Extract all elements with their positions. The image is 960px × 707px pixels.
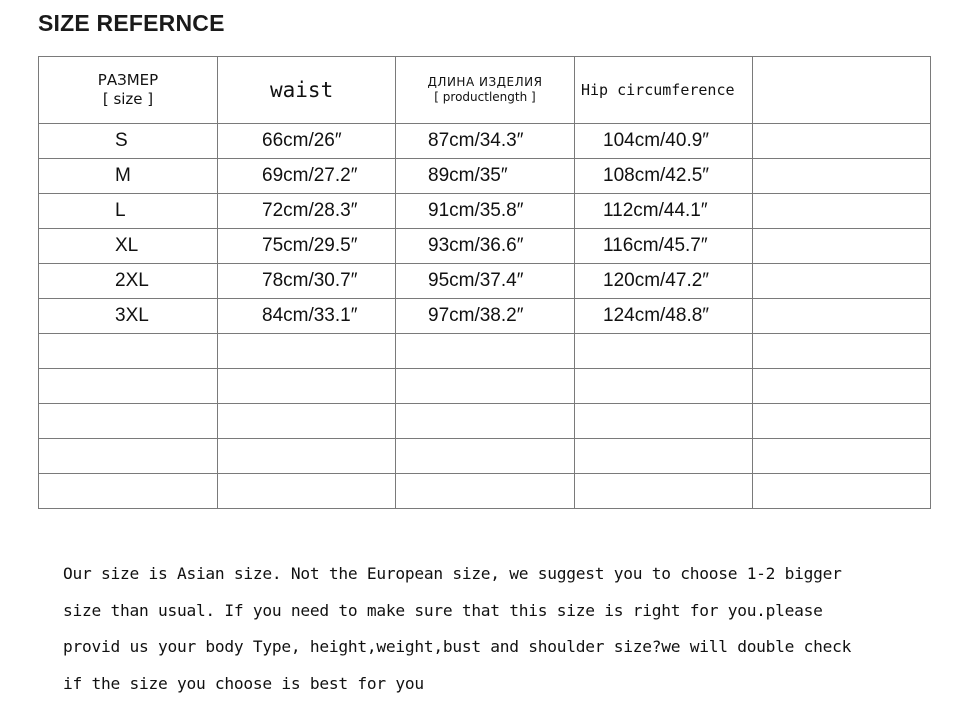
waist-cell: 78cm/30.7″ xyxy=(218,264,396,299)
length-cell: 87cm/34.3″ xyxy=(396,124,575,159)
empty-cell xyxy=(753,404,931,439)
table-row xyxy=(39,194,931,229)
hip-cell: 108cm/42.5″ xyxy=(575,159,753,194)
hip-cell: 104cm/40.9″ xyxy=(575,124,753,159)
header-length-ru: ДЛИНА ИЗДЕЛИЯ xyxy=(427,75,543,89)
empty-cell xyxy=(396,334,575,369)
header-length-en: [ productlength ] xyxy=(434,90,536,104)
waist-cell: 72cm/28.3″ xyxy=(218,194,396,229)
length-cell: 89cm/35″ xyxy=(396,159,575,194)
empty-cell xyxy=(39,404,218,439)
note-line: provid us your body Type, height,weight,bust and shoulder size?we will double check xyxy=(63,637,852,656)
header-waist: waist xyxy=(218,57,396,124)
header-size-en: [ size ] xyxy=(102,90,154,108)
size-cell: 3XL xyxy=(39,299,218,334)
table-row xyxy=(39,124,931,159)
waist-cell: 75cm/29.5″ xyxy=(218,229,396,264)
header-product-length xyxy=(396,57,575,124)
empty-cell xyxy=(396,439,575,474)
empty-row xyxy=(39,369,931,404)
empty-row xyxy=(39,439,931,474)
waist-cell: 69cm/27.2″ xyxy=(218,159,396,194)
empty-cell xyxy=(39,474,218,509)
empty-cell xyxy=(396,404,575,439)
empty-row xyxy=(39,334,931,369)
empty-cell xyxy=(39,334,218,369)
size-note xyxy=(63,556,943,702)
extra-cell xyxy=(753,124,931,159)
page-title: SIZE REFERNCE xyxy=(38,10,225,36)
table-row xyxy=(39,299,931,334)
extra-cell xyxy=(753,229,931,264)
empty-cell xyxy=(753,474,931,509)
size-cell: XL xyxy=(39,229,218,264)
empty-cell xyxy=(218,369,396,404)
waist-cell: 66cm/26″ xyxy=(218,124,396,159)
empty-cell xyxy=(575,334,753,369)
hip-cell: 124cm/48.8″ xyxy=(575,299,753,334)
header-hip: Hip circumference xyxy=(575,57,753,124)
empty-cell xyxy=(575,404,753,439)
table-row xyxy=(39,229,931,264)
size-cell: M xyxy=(39,159,218,194)
empty-cell xyxy=(575,474,753,509)
empty-cell xyxy=(753,369,931,404)
empty-cell xyxy=(218,439,396,474)
extra-cell xyxy=(753,299,931,334)
header-extra xyxy=(753,57,931,124)
empty-cell xyxy=(39,369,218,404)
size-cell: 2XL xyxy=(39,264,218,299)
size-table xyxy=(38,56,931,509)
empty-cell xyxy=(396,369,575,404)
empty-row xyxy=(39,474,931,509)
hip-cell: 116cm/45.7″ xyxy=(575,229,753,264)
empty-cell xyxy=(753,439,931,474)
empty-cell xyxy=(753,334,931,369)
empty-cell xyxy=(396,474,575,509)
extra-cell xyxy=(753,159,931,194)
empty-cell xyxy=(39,439,218,474)
empty-cell xyxy=(218,474,396,509)
empty-cell xyxy=(218,334,396,369)
note-line: if the size you choose is best for you xyxy=(63,673,424,693)
extra-cell xyxy=(753,264,931,299)
header-size xyxy=(39,57,218,124)
empty-cell xyxy=(575,439,753,474)
length-cell: 97cm/38.2″ xyxy=(396,299,575,334)
table-body xyxy=(39,124,931,509)
table-row xyxy=(39,264,931,299)
header-size-ru: РАЗМЕР xyxy=(97,71,159,89)
waist-cell: 84cm/33.1″ xyxy=(218,299,396,334)
length-cell: 91cm/35.8″ xyxy=(396,194,575,229)
note-line: size than usual. If you need to make sure that this size is right for you.please xyxy=(63,600,823,620)
empty-row xyxy=(39,404,931,439)
hip-cell: 120cm/47.2″ xyxy=(575,264,753,299)
length-cell: 95cm/37.4″ xyxy=(396,264,575,299)
empty-cell xyxy=(218,404,396,439)
note-line: Our size is Asian size. Not the European size, we suggest you to choose 1-2 bigger xyxy=(63,564,842,583)
table-header-row xyxy=(39,57,931,124)
length-cell: 93cm/36.6″ xyxy=(396,229,575,264)
empty-cell xyxy=(575,369,753,404)
size-cell: L xyxy=(39,194,218,229)
table-row xyxy=(39,159,931,194)
hip-cell: 112cm/44.1″ xyxy=(575,194,753,229)
extra-cell xyxy=(753,194,931,229)
size-cell: S xyxy=(39,124,218,159)
